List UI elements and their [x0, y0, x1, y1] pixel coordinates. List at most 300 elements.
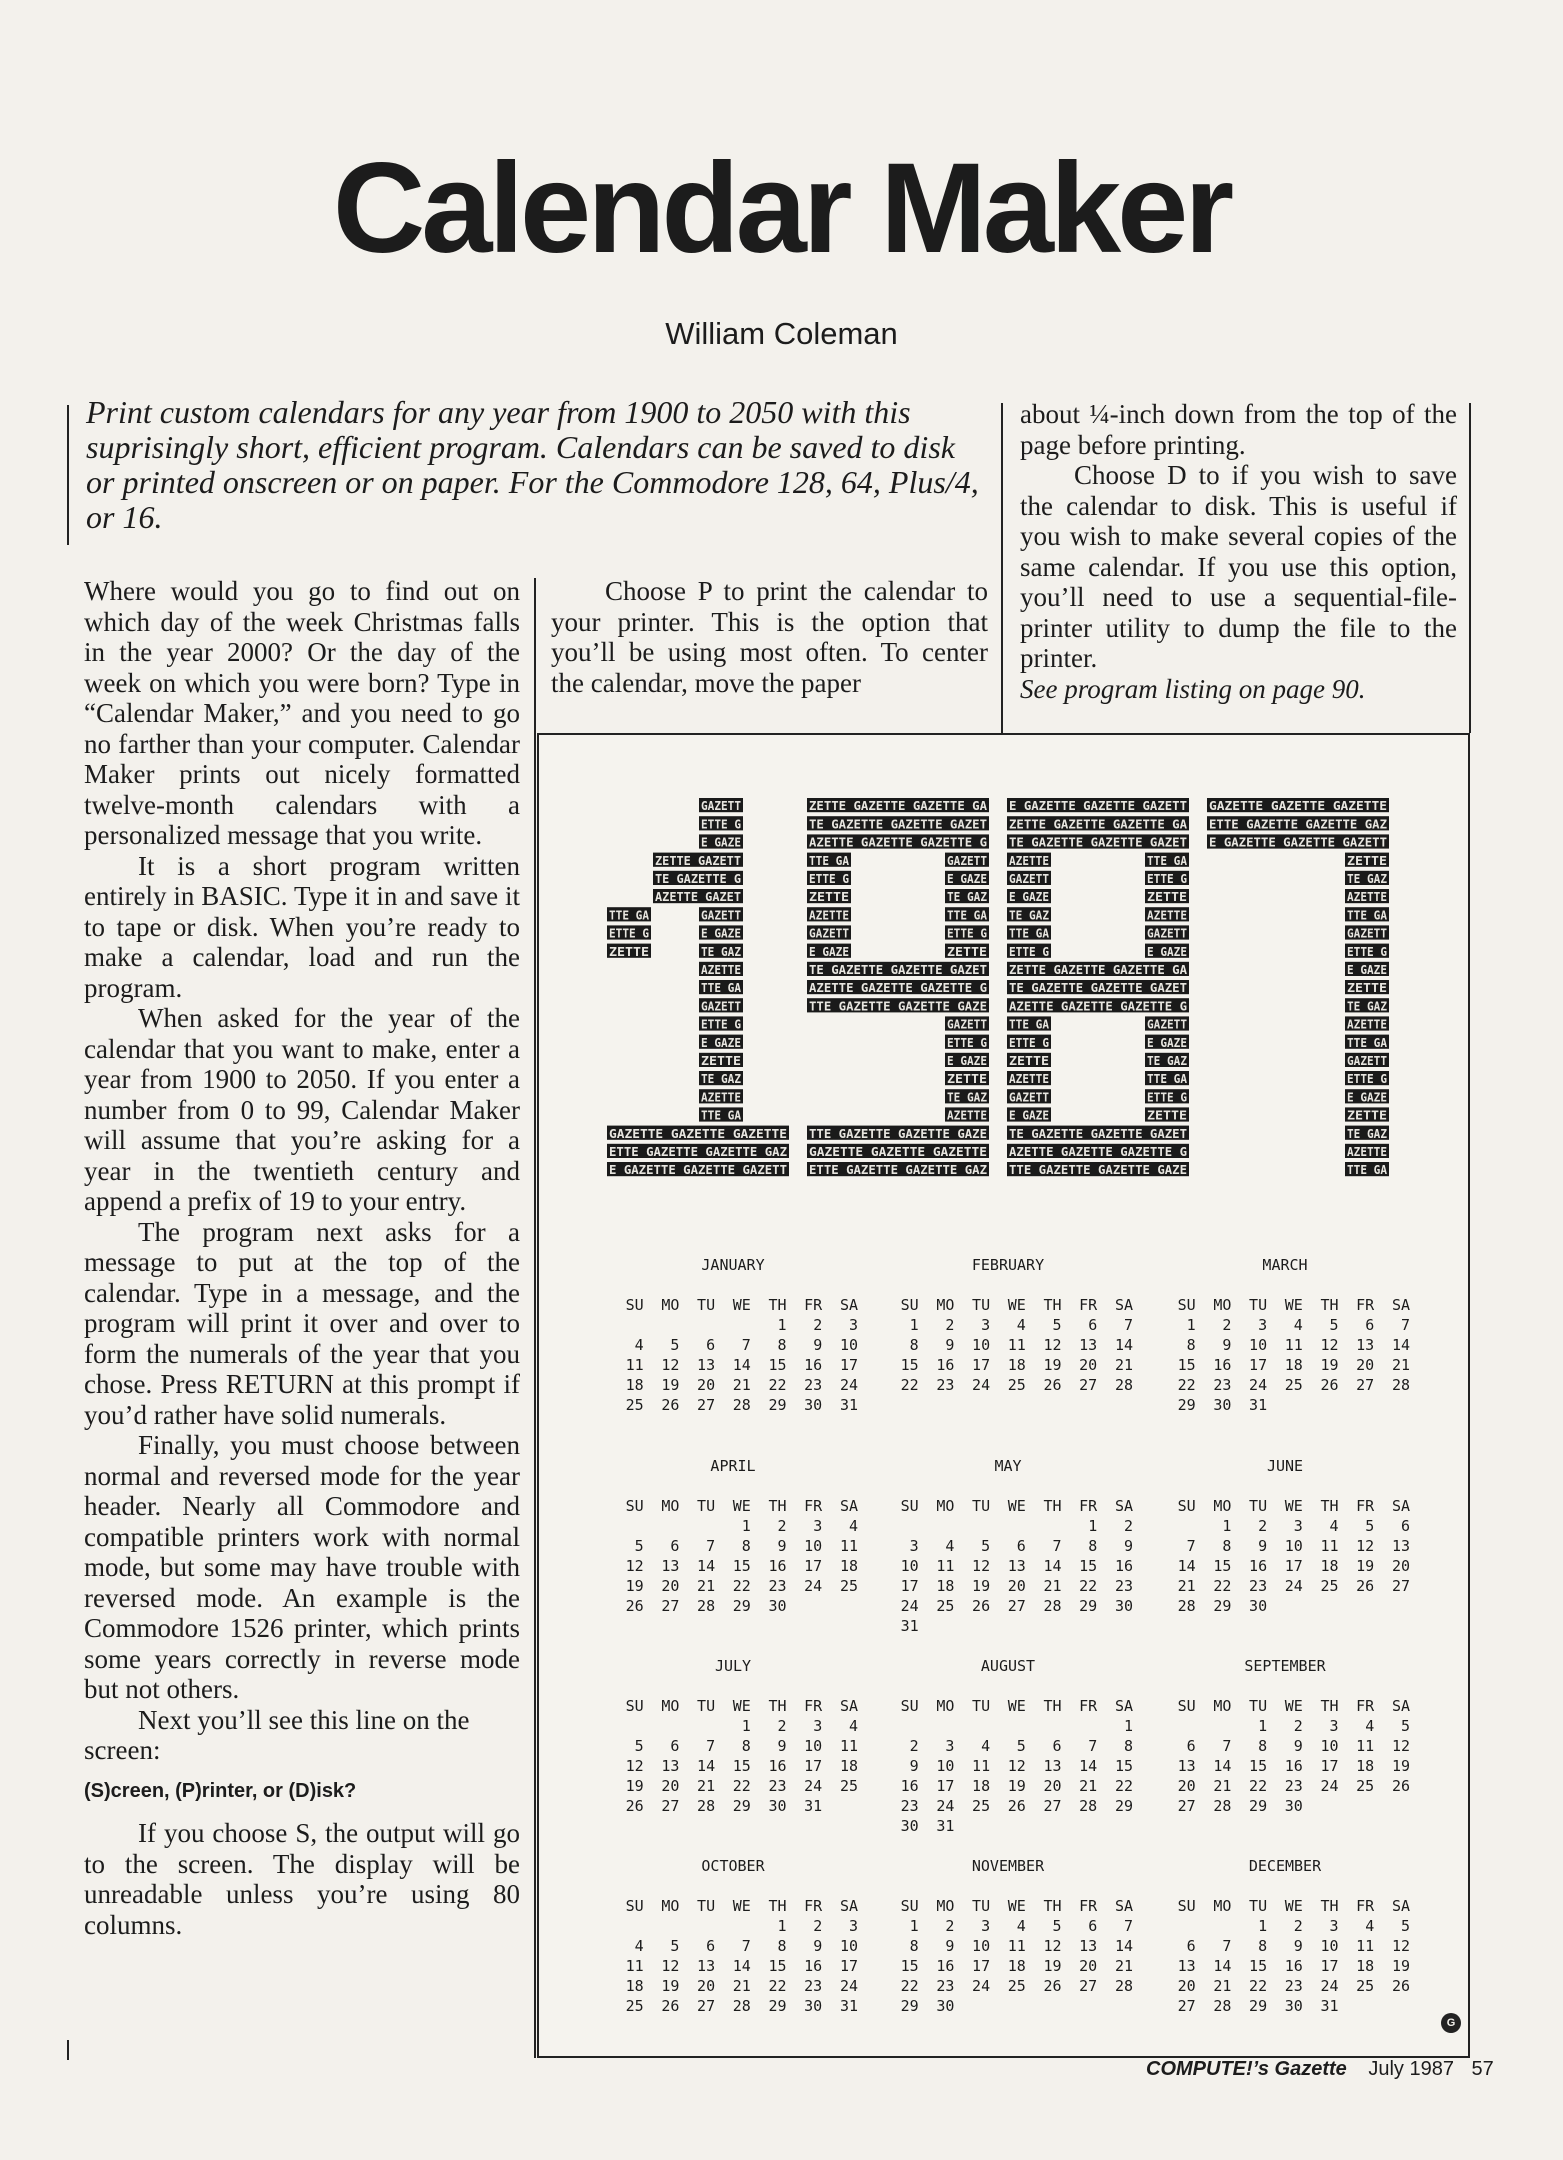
banner-text: ZETTE [609, 944, 649, 959]
day-cell: 30 [1284, 1997, 1303, 2015]
weekday-header: TU [972, 1897, 991, 1915]
banner-text: E GAZE [701, 835, 741, 850]
weekday-header: FR [804, 1497, 823, 1515]
day-cell: 9 [777, 1737, 787, 1755]
day-cell: 25 [936, 1597, 955, 1615]
weekday-header: MO [661, 1897, 680, 1915]
banner-text: ETTE GAZETTE GAZETTE GAZ [1209, 817, 1387, 832]
footer-publication: COMPUTE!’s Gazette [1146, 2058, 1347, 2080]
day-cell: 7 [741, 1336, 751, 1354]
day-cell: 3 [1258, 1316, 1268, 1334]
banner-text: TTE GA [947, 908, 988, 923]
day-cell: 23 [936, 1376, 955, 1394]
day-cell: 11 [1007, 1937, 1026, 1955]
day-cell: 11 [625, 1356, 644, 1374]
body-column-2 [551, 576, 988, 698]
article-deck: Print custom calendars for any year from 1900 to 2050 with this suprisingly short, efficient program. Calendars can be saved to disk or printed onscreen or on paper. For the Commodore 128, 64, Plus/4, or 16. [86, 394, 979, 535]
day-cell: 16 [936, 1356, 955, 1374]
day-cell: 24 [804, 1777, 823, 1795]
day-cell: 2 [777, 1717, 787, 1735]
day-cell: 23 [768, 1577, 787, 1595]
day-cell: 4 [1329, 1517, 1339, 1535]
empty-cell [954, 1816, 990, 1836]
day-cell: 1 [741, 1717, 751, 1735]
day-cell: 28 [1213, 1997, 1232, 2015]
month-table [883, 1696, 1133, 1836]
empty-cell [919, 1616, 955, 1636]
month-april [608, 1456, 858, 1616]
day-cell: 13 [1079, 1336, 1098, 1354]
banner-text: ETTE G [809, 872, 849, 886]
day-cell: 18 [625, 1376, 644, 1394]
weekday-header: SA [1114, 1897, 1133, 1915]
day-cell: 12 [661, 1356, 680, 1374]
column-rule-end [67, 2040, 69, 2060]
day-cell: 14 [1391, 1336, 1410, 1354]
day-cell: 2 [909, 1737, 919, 1755]
day-cell: 3 [1293, 1517, 1303, 1535]
day-cell: 28 [1079, 1797, 1098, 1815]
banner-text: GAZETT [701, 799, 741, 814]
day-cell: 21 [697, 1577, 716, 1595]
day-cell: 21 [697, 1777, 716, 1795]
day-cell: 10 [1320, 1937, 1339, 1955]
day-cell: 2 [1293, 1717, 1303, 1735]
day-cell: 17 [936, 1777, 955, 1795]
day-cell: 13 [1177, 1757, 1196, 1775]
banner-text: AZETTE GAZETTE GAZETTE G [1009, 999, 1187, 1014]
month-name: FEBRUARY [971, 1256, 1045, 1274]
banner-text: GAZETTE GAZETTE GAZETTE [609, 1126, 787, 1141]
day-cell: 28 [732, 1396, 751, 1414]
empty-cell [1374, 1996, 1410, 2016]
day-cell: 4 [1365, 1717, 1375, 1735]
day-cell: 30 [936, 1997, 955, 2015]
day-cell: 5 [634, 1737, 644, 1755]
banner-text: ZETTE GAZETTE GAZETTE GA [809, 799, 988, 814]
day-cell: 11 [839, 1737, 858, 1755]
day-cell: 12 [1320, 1336, 1339, 1354]
day-cell: 12 [1391, 1737, 1410, 1755]
empty-cell [1267, 1596, 1303, 1616]
day-cell: 5 [634, 1537, 644, 1555]
empty-cell [644, 1916, 680, 1936]
banner-text: ETTE G [1009, 944, 1049, 959]
day-cell: 24 [972, 1376, 991, 1394]
banner-text: AZETTE [1347, 1145, 1387, 1159]
day-cell: 17 [1284, 1557, 1303, 1575]
banner-text: TE GAZ [1347, 1126, 1387, 1141]
day-cell: 17 [804, 1557, 823, 1575]
day-cell: 20 [697, 1977, 716, 1995]
banner-text: ZETTE [947, 944, 987, 959]
month-name: MARCH [1262, 1256, 1308, 1274]
empty-cell [644, 1716, 680, 1736]
day-cell: 27 [1391, 1577, 1410, 1595]
day-cell: 5 [1400, 1917, 1410, 1935]
weekday-header: SU [625, 1296, 644, 1314]
day-cell: 2 [1123, 1517, 1133, 1535]
day-cell: 30 [768, 1797, 787, 1815]
banner-text: TTE GA [609, 908, 650, 923]
banner-text: E GAZE [809, 944, 849, 959]
day-cell: 30 [768, 1597, 787, 1615]
day-cell: 20 [1391, 1557, 1410, 1575]
weekday-header: WE [1284, 1497, 1303, 1515]
day-cell: 26 [1391, 1977, 1410, 1995]
day-cell: 21 [1391, 1356, 1410, 1374]
page-number: 57 [1471, 2058, 1494, 2080]
day-cell: 21 [732, 1376, 751, 1394]
day-cell: 8 [1088, 1537, 1098, 1555]
day-cell: 25 [1320, 1577, 1339, 1595]
banner-text: ZETTE [809, 890, 849, 905]
day-cell: 16 [804, 1957, 823, 1975]
day-cell: 26 [1043, 1977, 1062, 1995]
weekday-header: SA [839, 1296, 858, 1314]
day-cell: 29 [1177, 1396, 1196, 1414]
empty-cell [1062, 1716, 1098, 1736]
month-september [1160, 1656, 1410, 1816]
day-cell: 1 [1088, 1517, 1098, 1535]
day-cell: 4 [848, 1517, 858, 1535]
day-cell: 7 [1088, 1737, 1098, 1755]
weekday-header: FR [1079, 1697, 1098, 1715]
day-cell: 15 [1213, 1557, 1232, 1575]
day-cell: 22 [900, 1376, 919, 1394]
day-cell: 24 [1320, 1977, 1339, 1995]
banner-text: ZETTE [701, 1054, 741, 1068]
banner-text: E GAZE [701, 926, 741, 941]
paragraph: When asked for the year of the calendar that you want to make, enter a year from 1900 to 2050. If you enter a number from 0 to 99, Calendar Maker will assume that you’re asking for a year in the twentieth century and append a prefix of 19 to your entry. [84, 1003, 520, 1216]
day-cell: 28 [1213, 1797, 1232, 1815]
month-name: NOVEMBER [971, 1857, 1045, 1875]
banner-text: AZETTE GAZETTE GAZETTE G [809, 981, 987, 996]
calendar-printout-figure [537, 733, 1470, 2058]
day-cell: 6 [1365, 1316, 1375, 1334]
banner-text: TE GAZETTE G [655, 872, 741, 886]
day-cell: 20 [1079, 1957, 1098, 1975]
weekday-header: SA [1114, 1497, 1133, 1515]
day-cell: 14 [697, 1557, 716, 1575]
banner-text: ZETTE GAZETTE GAZETTE GA [1009, 963, 1188, 977]
weekday-header: SA [1391, 1296, 1410, 1314]
day-cell: 7 [1186, 1537, 1196, 1555]
day-cell: 14 [1213, 1957, 1232, 1975]
day-cell: 17 [900, 1577, 919, 1595]
banner-text: AZETTE [1347, 890, 1387, 905]
day-cell: 30 [900, 1817, 919, 1835]
day-cell: 10 [839, 1336, 858, 1354]
page-footer [1146, 2058, 1494, 2081]
day-cell: 17 [839, 1356, 858, 1374]
day-cell: 30 [804, 1396, 823, 1414]
day-cell: 7 [1222, 1737, 1232, 1755]
month-table [608, 1696, 858, 1816]
day-cell: 22 [768, 1376, 787, 1394]
day-cell: 14 [732, 1957, 751, 1975]
weekday-header: SA [839, 1497, 858, 1515]
banner-text: TE GAZETTE GAZETTE GAZET [1009, 1126, 1187, 1141]
day-cell: 24 [972, 1977, 991, 1995]
day-cell: 29 [900, 1997, 919, 2015]
empty-cell [1303, 1596, 1339, 1616]
banner-text: TTE GAZETTE GAZETTE GAZE [809, 1126, 987, 1141]
banner-text: ETTE G [1009, 1035, 1049, 1050]
weekday-header: MO [936, 1296, 955, 1314]
day-cell: 4 [1293, 1316, 1303, 1334]
weekday-header: SU [625, 1497, 644, 1515]
banner-text: E GAZETTE GAZETTE GAZETT [1009, 799, 1187, 814]
day-cell: 28 [697, 1797, 716, 1815]
day-cell: 9 [1293, 1937, 1303, 1955]
paragraph: If you choose S, the output will go to the screen. The display will be unreadable unless you’re using 80 columns. [84, 1818, 520, 1940]
banner-text: AZETTE [701, 1090, 741, 1105]
day-cell: 15 [768, 1957, 787, 1975]
month-july [608, 1656, 858, 1816]
month-name: APRIL [710, 1457, 756, 1475]
day-cell: 10 [839, 1937, 858, 1955]
banner-text: AZETTE [1147, 908, 1187, 923]
day-cell: 8 [1123, 1737, 1133, 1755]
day-cell: 26 [625, 1597, 644, 1615]
day-cell: 30 [1114, 1597, 1133, 1615]
empty-cell [1303, 1395, 1339, 1415]
weekday-header: SU [900, 1697, 919, 1715]
day-cell: 25 [1284, 1376, 1303, 1394]
day-cell: 21 [1213, 1777, 1232, 1795]
day-cell: 24 [1320, 1777, 1339, 1795]
day-cell: 12 [1356, 1537, 1375, 1555]
day-cell: 21 [1213, 1977, 1232, 1995]
year-banner-art [607, 797, 1407, 1197]
weekday-header: WE [1284, 1697, 1303, 1715]
day-cell: 6 [1052, 1737, 1062, 1755]
day-cell: 19 [1391, 1757, 1410, 1775]
day-cell: 20 [1007, 1577, 1026, 1595]
banner-text: TTE GA [1347, 1163, 1388, 1178]
banner-text: TTE GA [1147, 1072, 1188, 1087]
paragraph: The program next asks for a message to put at the top of the calendar. Type in a message, and the program will print it over and over to form the numerals of the year that you chose. Press RETURN at this prompt if you’d rather have solid numerals. [84, 1216, 520, 1430]
day-cell: 5 [1052, 1316, 1062, 1334]
day-cell: 31 [1320, 1997, 1339, 2015]
day-cell: 13 [1007, 1557, 1026, 1575]
banner-text: ETTE G [701, 817, 741, 832]
empty-cell [679, 1315, 715, 1335]
empty-cell [1374, 1395, 1410, 1415]
day-cell: 17 [839, 1957, 858, 1975]
banner-text: TTE GA [1009, 926, 1050, 941]
day-cell: 7 [706, 1537, 716, 1555]
empty-cell [919, 1716, 955, 1736]
banner-text: TE GAZ [1009, 908, 1049, 923]
day-cell: 11 [1320, 1537, 1339, 1555]
day-cell: 13 [1356, 1336, 1375, 1354]
weekday-header: WE [1284, 1897, 1303, 1915]
day-cell: 13 [1043, 1757, 1062, 1775]
day-cell: 17 [972, 1356, 991, 1374]
day-cell: 14 [1114, 1336, 1133, 1354]
day-cell: 18 [1356, 1757, 1375, 1775]
weekday-header: FR [1356, 1897, 1375, 1915]
day-cell: 31 [900, 1617, 919, 1635]
day-cell: 28 [1043, 1597, 1062, 1615]
day-cell: 7 [1052, 1537, 1062, 1555]
day-cell: 15 [732, 1557, 751, 1575]
day-cell: 23 [768, 1777, 787, 1795]
day-cell: 5 [670, 1336, 680, 1354]
month-march [1160, 1255, 1410, 1415]
day-cell: 9 [1258, 1537, 1268, 1555]
author-byline: William Coleman [665, 316, 898, 351]
weekday-header: MO [936, 1697, 955, 1715]
day-cell: 4 [1016, 1917, 1026, 1935]
banner-text: TE GAZ [1347, 999, 1387, 1014]
day-cell: 11 [972, 1757, 991, 1775]
day-cell: 9 [909, 1757, 919, 1775]
weekday-header: MO [661, 1697, 680, 1715]
day-cell: 11 [1007, 1336, 1026, 1354]
banner-text: TTE GA [1347, 1035, 1388, 1050]
month-november [883, 1856, 1133, 2016]
day-cell: 4 [848, 1717, 858, 1735]
day-cell: 24 [839, 1977, 858, 1995]
day-cell: 13 [661, 1557, 680, 1575]
month-name: JANUARY [701, 1256, 765, 1274]
day-cell: 26 [1007, 1797, 1026, 1815]
weekday-header: SA [1114, 1296, 1133, 1314]
day-cell: 3 [848, 1316, 858, 1334]
empty-cell [954, 1516, 990, 1536]
day-cell: 18 [1284, 1356, 1303, 1374]
day-cell: 19 [625, 1577, 644, 1595]
day-cell: 1 [1123, 1717, 1133, 1735]
day-cell: 7 [1123, 1316, 1133, 1334]
day-cell: 10 [972, 1336, 991, 1354]
banner-text: GAZETT [1147, 926, 1187, 941]
day-cell: 13 [1391, 1537, 1410, 1555]
banner-text: E GAZE [1147, 1035, 1187, 1050]
day-cell: 23 [804, 1376, 823, 1394]
day-cell: 1 [1222, 1517, 1232, 1535]
day-cell: 13 [697, 1957, 716, 1975]
day-cell: 22 [768, 1977, 787, 1995]
day-cell: 15 [1114, 1757, 1133, 1775]
empty-cell [715, 1315, 751, 1335]
weekday-header: SA [839, 1897, 858, 1915]
day-cell: 29 [1249, 1797, 1268, 1815]
day-cell: 19 [1043, 1957, 1062, 1975]
weekday-header: FR [804, 1897, 823, 1915]
weekday-header: TU [697, 1897, 716, 1915]
day-cell: 27 [1043, 1797, 1062, 1815]
day-cell: 6 [1186, 1737, 1196, 1755]
month-december [1160, 1856, 1410, 2016]
day-cell: 6 [1016, 1537, 1026, 1555]
day-cell: 31 [839, 1997, 858, 2015]
banner-text: AZETTE [809, 908, 849, 923]
day-cell: 28 [697, 1597, 716, 1615]
day-cell: 19 [661, 1977, 680, 1995]
day-cell: 29 [1079, 1597, 1098, 1615]
day-cell: 1 [909, 1316, 919, 1334]
day-cell: 3 [1329, 1917, 1339, 1935]
day-cell: 25 [1007, 1977, 1026, 1995]
empty-cell [954, 1716, 990, 1736]
empty-cell [1097, 1816, 1133, 1836]
day-cell: 19 [1356, 1557, 1375, 1575]
weekday-header: TU [1249, 1296, 1268, 1314]
empty-cell [644, 1315, 680, 1335]
day-cell: 6 [1186, 1937, 1196, 1955]
day-cell: 10 [936, 1757, 955, 1775]
day-cell: 25 [1007, 1376, 1026, 1394]
day-cell: 13 [1079, 1937, 1098, 1955]
day-cell: 10 [900, 1557, 919, 1575]
day-cell: 12 [1043, 1937, 1062, 1955]
day-cell: 20 [697, 1376, 716, 1394]
day-cell: 3 [945, 1737, 955, 1755]
day-cell: 14 [1079, 1757, 1098, 1775]
empty-cell [608, 1315, 644, 1335]
month-table [883, 1496, 1133, 1636]
banner-text: AZETTE [1009, 1072, 1049, 1087]
weekday-header: WE [1007, 1497, 1026, 1515]
day-cell: 12 [625, 1557, 644, 1575]
day-cell: 5 [1365, 1517, 1375, 1535]
empty-cell [608, 1516, 644, 1536]
banner-text: E GAZETTE GAZETTE GAZETT [1209, 835, 1387, 850]
empty-cell [990, 1996, 1026, 2016]
day-cell: 27 [697, 1997, 716, 2015]
command-prompt-line: (S)creen, (P)rinter, or (D)isk? [84, 1779, 357, 1802]
empty-cell [1339, 1996, 1375, 2016]
banner-text: ZETTE [1147, 890, 1187, 905]
paragraph: about ¼-inch down from the top of the page before printing. [1020, 399, 1457, 460]
day-cell: 19 [661, 1376, 680, 1394]
banner-text: TE GAZETTE GAZETTE GAZET [809, 817, 987, 832]
day-cell: 16 [768, 1757, 787, 1775]
banner-text: AZETTE GAZETTE GAZETTE G [1009, 1145, 1187, 1159]
day-cell: 26 [661, 1997, 680, 2015]
empty-cell [1374, 1796, 1410, 1816]
day-cell: 20 [1079, 1356, 1098, 1374]
day-cell: 23 [1213, 1376, 1232, 1394]
day-cell: 20 [1356, 1356, 1375, 1374]
day-cell: 21 [1043, 1577, 1062, 1595]
banner-text: TE GAZETTE GAZETTE GAZET [809, 963, 987, 977]
day-cell: 28 [1114, 1977, 1133, 1995]
day-cell: 7 [706, 1737, 716, 1755]
day-cell: 24 [1284, 1577, 1303, 1595]
weekday-header: SA [839, 1697, 858, 1715]
month-name: MAY [994, 1457, 1022, 1475]
day-cell: 10 [804, 1537, 823, 1555]
day-cell: 9 [777, 1537, 787, 1555]
empty-cell [1062, 1816, 1098, 1836]
day-cell: 3 [813, 1717, 823, 1735]
day-cell: 12 [972, 1557, 991, 1575]
day-cell: 29 [768, 1997, 787, 2015]
banner-text: TTE GA [701, 981, 742, 996]
day-cell: 4 [634, 1937, 644, 1955]
weekday-header: SU [1177, 1897, 1196, 1915]
day-cell: 22 [1213, 1577, 1232, 1595]
banner-text: ZETTE [1347, 1108, 1387, 1123]
weekday-header: TH [1043, 1497, 1062, 1515]
day-cell: 16 [804, 1356, 823, 1374]
day-cell: 5 [1052, 1917, 1062, 1935]
